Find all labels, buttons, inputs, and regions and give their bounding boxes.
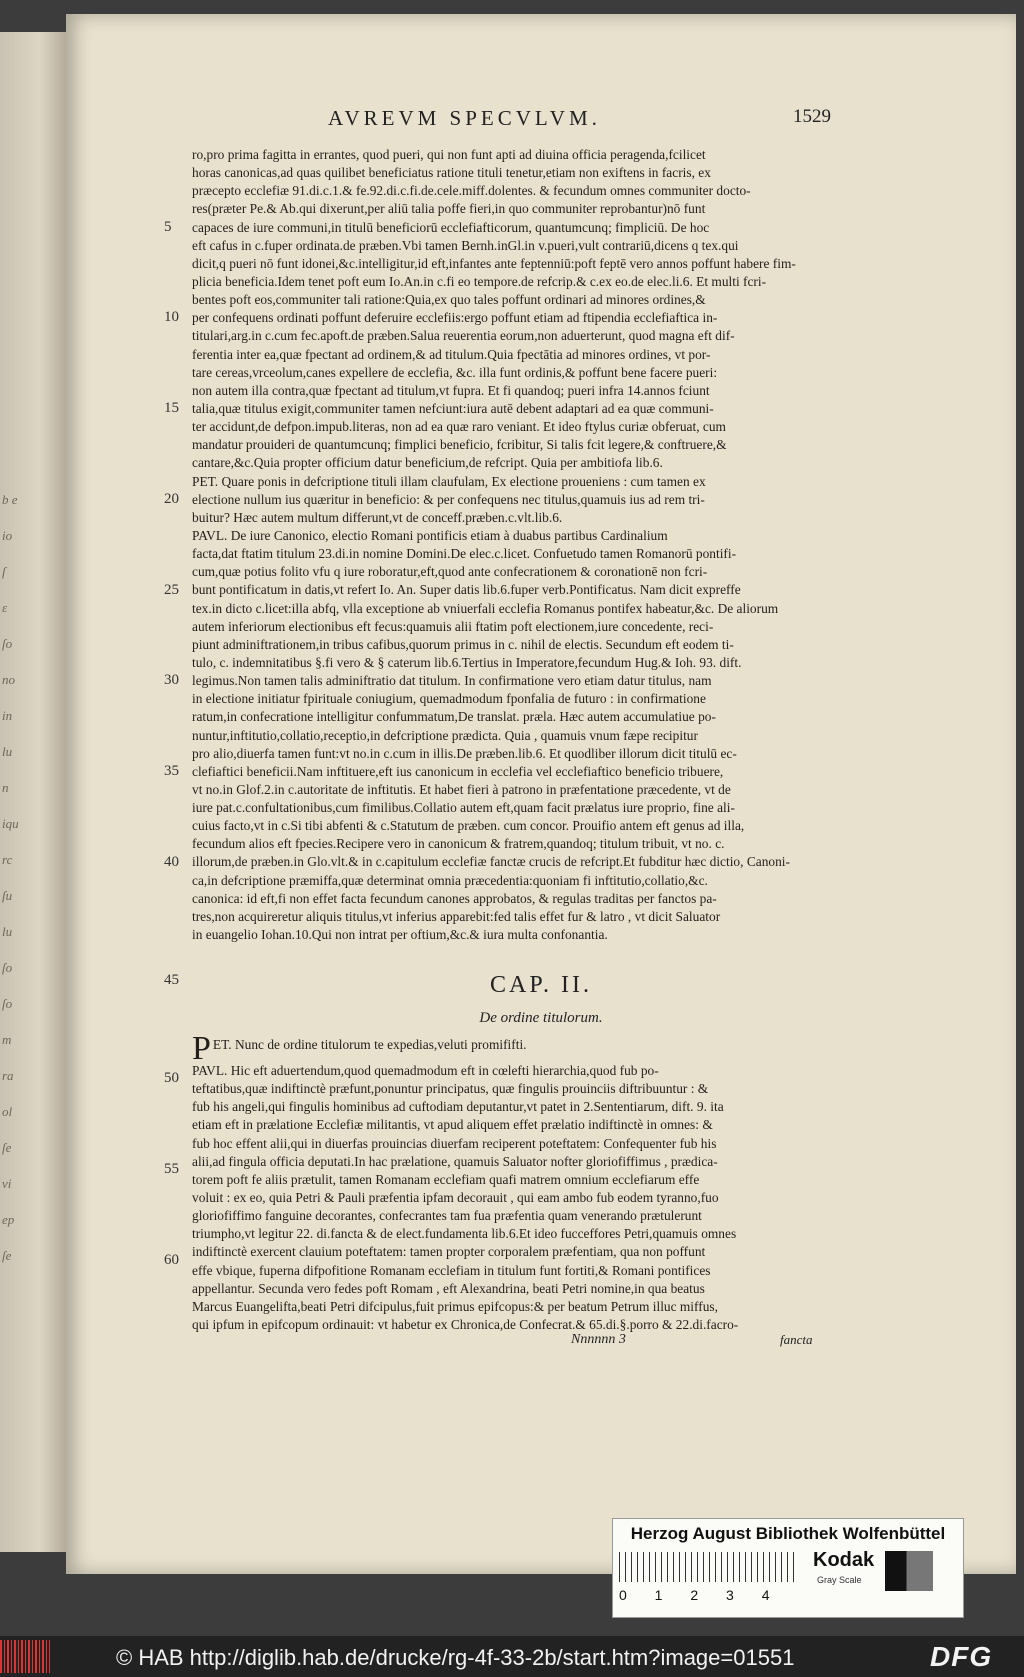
text-line: torem poft fe aliis prætulit, tamen Romanam ecclefiam quafi matrem omnium ecclefiarum effe xyxy=(192,1171,700,1187)
text-line: effe vbique, fuperna difpofitione Romanam ecclefiam in titulum funt fortiti,& Romani pontifices xyxy=(192,1262,711,1278)
text-line: ratum,in confecratione intelligitur confummatum,De translat. præla. Hæc autem accumulatiue po- xyxy=(192,709,716,725)
margin-fragment: ſe xyxy=(2,1248,12,1263)
dfg-logo: DFG xyxy=(930,1641,993,1672)
text-line: ro,pro prima fagitta in errantes, quod pueri, qui non funt apti ad diuina officia peragenda,fcilicet xyxy=(192,147,706,162)
footer-bar xyxy=(0,1636,1024,1677)
line-number: 40 xyxy=(164,853,179,870)
text-line: Marcus Euangelifta,beati Petri difcipulus,fuit primus epifcopus:& per beatum Petrum illuc miffus, xyxy=(192,1298,718,1314)
previous-page-edge xyxy=(0,32,66,1552)
margin-fragment: ſo xyxy=(2,636,13,651)
margin-fragment: ſe xyxy=(2,1140,12,1155)
line-number: 10 xyxy=(164,309,179,326)
text-line: ferentia inter ea,quæ fpectant ad ordinem,& ad titulum.Quia fpectātia ad minores ordines, vt por- xyxy=(192,346,711,362)
line-number: 45 xyxy=(164,972,179,988)
margin-fragment: no xyxy=(2,672,15,687)
margin-fragment: io xyxy=(2,528,13,543)
signature-mark: Nnnnnn 3 xyxy=(571,1332,626,1347)
text-line: alii,ad fingula officia deputati.In hac prælatione, quamuis Saluator nofter gloriofiffimus , prædica- xyxy=(192,1153,718,1169)
text-line: fub his angeli,qui fingulis hominibus ad cuftodiam deputantur,vt patet in 2.Sententiarum, dift. 9. ita xyxy=(192,1099,724,1115)
text-line: ca,in defcriptione præmiffa,quæ determinat omnia præcedentia:quoniam fi inftitutio,collatio,&c. xyxy=(192,872,708,888)
text-line: vt no.in Glof.2.in c.autoritate de inftitutis. Et habet fieri à patrono in præfentatione præcedente, vt de xyxy=(192,781,731,797)
text-line: legimus.Non tamen talis adminiftratio dat titulum. In confirmatione vero etiam datur titulus, nam xyxy=(192,673,712,689)
line-number: 30 xyxy=(164,672,179,689)
text-line: in electione initiatur fpirituale coniugium, quemadmodum fponfalia de futuro : in confirmatione xyxy=(192,691,706,707)
text-line: clefiaftici beneficii.Nam inftituere,eft ius canonicum in ecclefia vel ecclefiaftico beneficio tribuere, xyxy=(192,763,724,779)
text-line: piunt adminiftrationem,in tribus cafibus,quorum primus in c. nihil de electis. Secundum eft eodem ti- xyxy=(192,636,734,652)
text-line: autem inferiorum electionibus eft fecus:quamuis alii ftatim poft electionem,iure concedente, reci- xyxy=(192,618,714,634)
text-line: plicia beneficia.Idem tenet poft eum Io.An.in c.fi eo tempore.de refcrip.& c.ex eo.de elec.li.6. Et multi fcri- xyxy=(192,273,767,289)
text-line: buitur? Hæc autem multum differunt,vt de conceff.præben.c.vlt.lib.6. xyxy=(192,509,563,525)
body-text-part2 xyxy=(192,1036,828,1334)
margin-fragment: ol xyxy=(2,1104,13,1119)
body-text-part1 xyxy=(192,146,828,944)
text-line: non autem illa contra,quæ fpectant ad titulum,vt fupra. Et fi quandoq; pueri infra 14.annos fciunt xyxy=(192,382,710,398)
color-reference-card xyxy=(612,1518,964,1618)
margin-fragment: iqu xyxy=(2,816,19,831)
text-line: cantare,&c.Quia propter officium datur beneficium,de refcript. Quia per ambitiofa lib.6. xyxy=(192,455,663,471)
margin-fragment: ra xyxy=(2,1068,14,1083)
text-line: horas canonicas,ad quas quilibet beneficiatus ratione tituli tenetur,etiam non exiftens in facris, ex xyxy=(192,165,711,181)
drop-cap: P xyxy=(192,1036,211,1062)
margin-fragment: ſo xyxy=(2,960,13,975)
margin-fragment: ſ xyxy=(2,564,6,579)
margin-fragment: ε xyxy=(2,600,8,615)
text-line: res(præter Pe.& Ab.qui dixerunt,per aliū talia poffe fieri,in quo communiter reprobantur)nō funt xyxy=(192,201,706,217)
text-line: præcepto ecclefiæ 91.di.c.1.& fe.92.di.c.fi.de.cele.miff.dolentes. & fecundum omnes communiter docto- xyxy=(192,183,751,199)
margin-fragment: vi xyxy=(2,1176,12,1191)
text-line: qui ipfum in epifcopum ordinauit: vt habetur ex Chronica,de Confecrat.& 65.di.§.porro & 22.di.facro- xyxy=(192,1316,739,1332)
text-line: PAVL. Hic eft aduertendum,quod quemadmodum eft in cœlefti hierarchia,quod fub po- xyxy=(192,1063,659,1078)
margin-fragment: lu xyxy=(2,744,13,759)
barcode-icon xyxy=(0,1640,50,1673)
text-line: voluit : ex eo, quia Petri & Pauli præfentia ipfam decorauit , qui eam ambo fub eodem tyranno,fuo xyxy=(192,1189,719,1205)
text-line: per confequens ordinati poffunt deferuire ecclefiis:ergo poffunt etiam ad ftipendia ecclefiaftica in- xyxy=(192,310,718,326)
text-line: tres,non acquireretur aliquis titulus,vt inferius apparebit:fed talis effet fur & latro , vt dicit Saluator xyxy=(192,908,721,924)
text-line: tulo, c. indemnitatibus §.fi vero & § caterum lib.6.Tertius in Imperatore,fecundum Hug.& Ioh. 93. dift. xyxy=(192,654,742,670)
margin-fragment: ſo xyxy=(2,996,13,1011)
text-line: talia,quæ titulus exigit,communiter tamen nefciunt:iura autē debent adaptari ad ea quæ communi- xyxy=(192,400,714,416)
text-line: PET. Quare ponis in defcriptione tituli illam claufulam, Ex electione proueniens : cum tamen ex xyxy=(192,473,706,489)
library-name: Herzog August Bibliothek Wolfenbüttel xyxy=(630,1524,946,1543)
text-line: in euangelio Iohan.10.Qui non intrat per oftium,&c.& iura multa confonantia. xyxy=(192,927,608,943)
chapter-subtitle: De ordine titulorum. xyxy=(479,1010,603,1026)
text-line: gloriofiffimo fanguine decorantes, confecrantes tam fua præfentia quam venerando prætulerunt xyxy=(192,1208,702,1224)
book-page xyxy=(66,14,1016,1603)
text-line: teftatibus,quæ indiftinctè præfunt,ponuntur principatus, quæ fingulis prouinciis diftribuuntur : & xyxy=(192,1081,709,1097)
text-line: illorum,de præben.in Glo.vlt.& in c.capitulum ecclefiæ fanctæ crucis de refcript.Et fubditur hæc dictio, Canoni- xyxy=(192,854,790,870)
text-line: indiftinctè exercent clauium poteftatem: tamen propter corporalem præfentiam, qua non poffunt xyxy=(192,1244,706,1260)
text-line: bunt pontificatum in datis,vt refert Io. An. Super datis lib.6.fuper verb.Pontificatus. Nam dicit expreffe xyxy=(192,582,741,598)
line-number: 50 xyxy=(164,1070,179,1087)
text-line: bentes poft eos,communiter tali ratione:Quia,ex quo tales poffunt ordinari ad minores ordines,& xyxy=(192,292,706,308)
catchword: fancta xyxy=(780,1332,813,1347)
text-line: cuius facto,vt in c.Si tibi abfenti & c.Statutum de præben. cum concor. Prouifio antem eft genus ad illa, xyxy=(192,818,745,834)
text-line: cum,quæ potius folito vfu q iure roboratur,eft,quod ante confecrationem & coronationē non fcri- xyxy=(192,564,708,580)
text-line xyxy=(192,1036,828,1062)
folio-number: 1529 xyxy=(793,106,831,127)
text-line: dicit,q pueri nō funt idonei,&c.intelligitur,id eft,infantes ante feptenniū:poft feptē vero annos poffunt habere fim- xyxy=(192,255,796,271)
text-line: capaces de iure communi,in titulū beneficiorū ecclefiafticorum, quantumcunq; fimpliciū. De hoc xyxy=(192,219,710,235)
text-line: etiam eft in prælatione Ecclefiæ militantis, vt apud aliquem effet prælatio indiftinctè in omnes: & xyxy=(192,1117,713,1133)
text-line: PAVL. De iure Canonico, electio Romani pontificis etiam à duabus partibus Cardinalium xyxy=(192,527,668,543)
margin-fragment: b e xyxy=(2,492,18,507)
text-line: appellantur. Secunda vero fedes poft Romam , eft Alexandrina, beati Petri nomine,in qua beatus xyxy=(192,1280,705,1296)
text-line: tare cereas,vrceolum,canes expellere de ecclefia, &c. illa funt ordinis,& poffunt bene facere pueri: xyxy=(192,364,718,380)
line-number: 35 xyxy=(164,763,179,780)
text-line: canonica: id eft,fi non effet facta fecundum canones approbatos, & regulas traditas per fanctos pa- xyxy=(192,890,717,906)
text-line: ter accidunt,de defpon.impub.literas, non ad ea quæ raro veniant. Et ideo ftylus curiæ obferuat, cum xyxy=(192,419,726,435)
text-line-content: ET. Nunc de ordine titulorum te expedias,veluti promififti. xyxy=(212,1037,527,1052)
gray-scale-label: Gray Scale xyxy=(817,1575,862,1585)
text-line: electione nullum ius quæritur in beneficio: & per confequens nec titulus,quamuis ius ad rem tri- xyxy=(192,491,705,507)
source-url[interactable]: © HAB http://diglib.hab.de/drucke/rg-4f-33-2b/start.htm?image=01551 xyxy=(116,1645,795,1670)
running-header: AVREVM SPECVLVM. xyxy=(328,106,601,130)
chapter-title: CAP. II. xyxy=(489,972,592,998)
text-line: titulari,arg.in c.cum fec.apoft.de præben.Salua reuerentia eorum,non aduerterunt, quod magna eft dif- xyxy=(192,328,735,344)
text-line: triumpho,vt legitur 22. di.fancta & de elect.fundamenta lib.6.Et ideo fucceffores Petri,quamuis omnes xyxy=(192,1226,737,1242)
text-line: facta,dat ftatim titulum 23.di.in nomine Domini.De elec.c.licet. Confuetudo tamen Romanorū pontifi- xyxy=(192,546,737,562)
line-number: 55 xyxy=(164,1160,179,1177)
margin-fragment: rc xyxy=(2,852,13,867)
margin-fragment: n xyxy=(2,780,9,795)
line-number: 5 xyxy=(164,218,172,235)
margin-fragment: m xyxy=(2,1032,12,1047)
text-line: iure pat.c.confultationibus,cum fimilibus.Collatio autem eft,quam facit prælatus iure proprio, fine ali- xyxy=(192,800,735,816)
scale-numbers: 0 1 2 3 4 xyxy=(619,1587,770,1603)
text-line: pro alio,diuerfa tamen funt:vt no.in c.cum in illis.De præben.lib.6. Et quodliber illorum dicit titulū ec- xyxy=(192,745,737,761)
text-line: nuntur,inftitutio,collatio,receptio,in defcriptione prædicta. Quia , quamuis vnum fæpe recipitur xyxy=(192,727,698,743)
margin-fragment: ep xyxy=(2,1212,15,1227)
line-number: 60 xyxy=(164,1251,179,1268)
line-number: 25 xyxy=(164,581,179,598)
text-line: fecundum alios eft fpecies.Recipere vero in canonicum & fratrem,quandoq; titulum tribuit, vt no. c. xyxy=(192,836,725,852)
line-number: 20 xyxy=(164,490,179,507)
gray-patch xyxy=(885,1551,933,1591)
text-line: fub hoc effent alii,qui in diuerfas prouincias diuerfam reciperent poteftatem: Confequenter fub his xyxy=(192,1135,717,1151)
text-line: eft cafus in c.fuper ordinata.de præben.Vbi tamen Bernh.inGl.in v.pueri,vult contrariū,dicens q tex.qui xyxy=(192,237,739,253)
margin-fragment: in xyxy=(2,708,13,723)
margin-fragment: ſu xyxy=(2,888,13,903)
text-line: mandatur prouideri de quantumcunq; fimplici beneficio, fcribitur, Si talis fcit legere,& conftruere,& xyxy=(192,437,727,453)
text-line: tex.in dicto c.licet:illa abfq, vlla exceptione ab vniuerfali ecclefia Romanus pontifex habeatur,&c. De aliorum xyxy=(192,600,779,616)
margin-fragment: lu xyxy=(2,924,13,939)
scale-ruler xyxy=(619,1552,799,1582)
line-number: 15 xyxy=(164,400,179,417)
kodak-logo: Kodak xyxy=(813,1549,875,1571)
